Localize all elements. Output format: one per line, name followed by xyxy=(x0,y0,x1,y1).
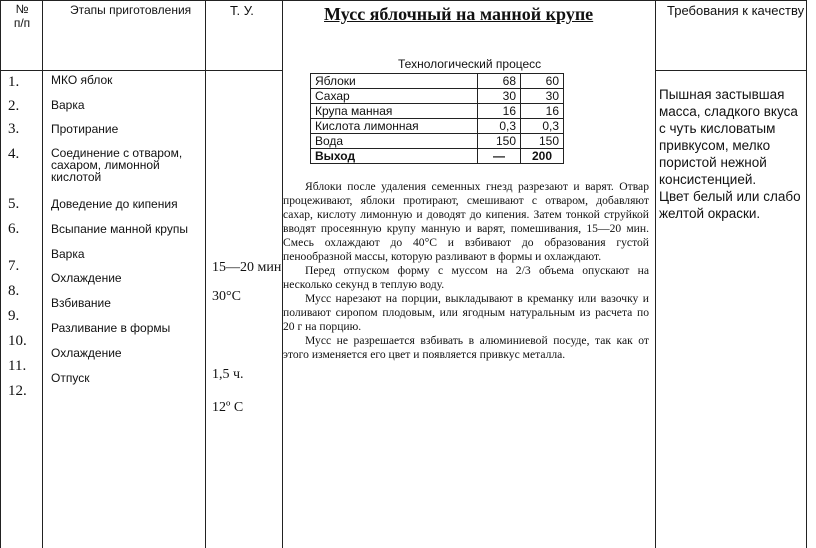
recipe-table xyxy=(310,73,564,164)
column-header-stages: Этапы приготовления xyxy=(70,3,192,17)
stage-item: Варка xyxy=(51,98,85,112)
stage-item: Соединение с отваром, сахаром, лимонной кислотой xyxy=(51,146,183,184)
net-weight: 0,3 xyxy=(521,119,564,134)
quality-text: Цвет белый или слабо желтой окраски. xyxy=(659,189,801,221)
step-number: 10. xyxy=(8,333,27,349)
net-weight: 200 xyxy=(521,149,564,164)
gross-weight: — xyxy=(478,149,521,164)
step-number: 11. xyxy=(8,358,27,374)
gross-weight: 16 xyxy=(478,104,521,119)
header-divider xyxy=(0,70,283,71)
step-number: 1. xyxy=(8,74,20,90)
column-header-quality: Требования к качеству xyxy=(667,3,805,18)
tu-value: 1,5 ч. xyxy=(212,367,244,382)
table-row xyxy=(311,74,564,89)
step-number: 6. xyxy=(8,221,20,237)
stage-item: МКО яблок xyxy=(51,73,113,87)
column-header-tu: Т. У. xyxy=(230,3,254,18)
tu-value: 12º С xyxy=(212,400,244,415)
quality-text: Пышная застывшая масса, сладкого вкуса с чуть кисловатым привкусом, мелко пористой нежной консистенцией. xyxy=(659,87,798,187)
page-title: Мусс яблочный на манной крупе xyxy=(324,4,594,24)
table-border-top xyxy=(0,0,807,1)
ingredient-name: Вода xyxy=(311,134,478,149)
tu-value: 15—20 мин xyxy=(212,260,282,275)
description-paragraph: Мусс нарезают на порции, выкладывают в креманку или вазочку и поливают сиропом плодовым, или ягодным натуральным из расчета по 20 г на порцию. xyxy=(283,292,649,333)
step-number: 9. xyxy=(8,308,20,324)
yield-row xyxy=(311,149,564,164)
stage-item: Взбивание xyxy=(51,296,111,310)
ingredient-name: Сахар xyxy=(311,89,478,104)
quality-requirements xyxy=(659,86,805,222)
column-divider xyxy=(42,0,43,548)
step-number: 2. xyxy=(8,98,20,114)
step-number: 7. xyxy=(8,258,20,274)
ingredient-name: Яблоки xyxy=(311,74,478,89)
stage-item: Варка xyxy=(51,247,85,261)
description-paragraph: Перед отпуском форму с муссом на 2/3 объема опускают на несколько секунд в теплую воду. xyxy=(283,264,649,291)
gross-weight: 0,3 xyxy=(478,119,521,134)
stage-item: Разливание в формы xyxy=(51,321,171,335)
stage-item: Охлаждение xyxy=(51,271,122,285)
column-divider xyxy=(655,0,656,548)
ingredient-name: Крупа манная xyxy=(311,104,478,119)
table-row xyxy=(311,89,564,104)
description-paragraph: Мусс не разрешается взбивать в алюминиевой посуде, так как от этого изменяется его цвет и появляется привкус металла. xyxy=(283,334,649,361)
column-divider xyxy=(205,0,206,548)
net-weight: 60 xyxy=(521,74,564,89)
stage-item: Всыпание манной крупы xyxy=(51,222,188,236)
yield-label: Выход xyxy=(311,149,478,164)
table-row xyxy=(311,104,564,119)
ingredient-name: Кислота лимонная xyxy=(311,119,478,134)
table-row xyxy=(311,134,564,149)
tu-value: 30°С xyxy=(212,289,241,304)
step-number: 4. xyxy=(8,146,20,162)
net-weight: 150 xyxy=(521,134,564,149)
description-paragraph: Яблоки после удаления семенных гнезд разрезают и варят. Отвар процеживают, яблоки протирают, смешивают с отваром, добавляют сахар, кислоту лимонную и доводят до кипения. Затем тонкой струйкой вводят просеянную крупу манную и варят, помешивания, 15—20 мин. Смесь охлаждают до 40°С и взбивают до образования густой пенообразной массы, которую разливают в формы и охлаждают. xyxy=(283,180,649,263)
step-number: 12. xyxy=(8,383,27,399)
gross-weight: 68 xyxy=(478,74,521,89)
stage-item: Отпуск xyxy=(51,371,90,385)
table-border-right xyxy=(806,0,807,548)
step-number: 5. xyxy=(8,196,20,212)
step-number: 8. xyxy=(8,283,20,299)
stage-item: Доведение до кипения xyxy=(51,197,178,211)
table-border-left xyxy=(0,0,1,548)
step-number: 3. xyxy=(8,121,20,137)
gross-weight: 150 xyxy=(478,134,521,149)
stage-item: Протирание xyxy=(51,122,119,136)
table-row xyxy=(311,119,564,134)
column-header-number: № п/п xyxy=(13,2,31,30)
stage-item: Охлаждение xyxy=(51,346,122,360)
header-divider xyxy=(655,70,807,71)
gross-weight: 30 xyxy=(478,89,521,104)
process-subtitle: Технологический процесс xyxy=(398,57,542,71)
process-description xyxy=(283,180,649,362)
net-weight: 30 xyxy=(521,89,564,104)
net-weight: 16 xyxy=(521,104,564,119)
